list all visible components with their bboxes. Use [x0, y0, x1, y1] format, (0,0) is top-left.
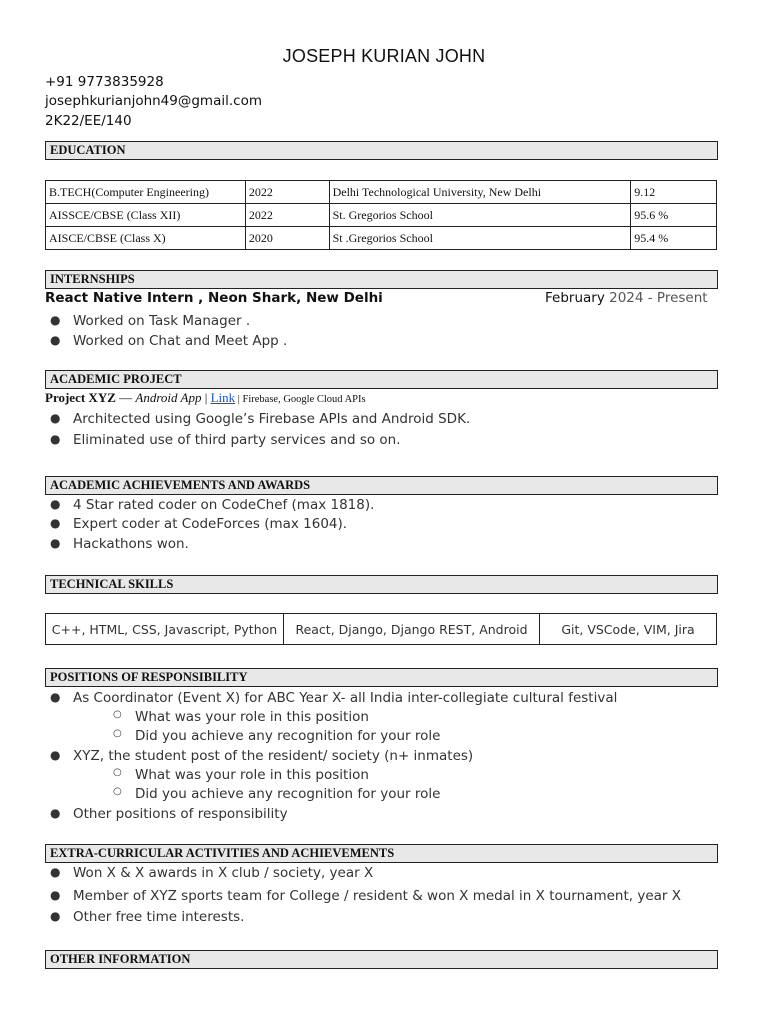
section-technical-skills: TECHNICAL SKILLS — [45, 575, 718, 594]
internship-period: 2024 - Present — [604, 290, 708, 306]
table-row — [46, 204, 717, 227]
sub-bullet-icon: ○ — [113, 767, 122, 778]
bullet-icon: ● — [50, 313, 61, 327]
phone-number: +91 9773835928 — [45, 74, 164, 90]
bullet-icon: ● — [50, 411, 61, 425]
sub-bullet-icon: ○ — [113, 709, 122, 720]
year-cell: 2022 — [245, 204, 329, 227]
education-table — [45, 180, 717, 250]
bullet-icon: ● — [50, 909, 61, 923]
bullet-icon: ● — [50, 536, 61, 550]
section-internships: INTERNSHIPS — [45, 270, 718, 289]
section-extracurricular: EXTRA-CURRICULAR ACTIVITIES AND ACHIEVEMENTS — [45, 844, 718, 863]
bullet-icon: ● — [50, 806, 61, 820]
email-address: josephkurianjohn49@gmail.com — [45, 93, 262, 109]
bullet-icon: ● — [50, 497, 61, 511]
table-row — [46, 227, 717, 250]
year-cell: 2022 — [245, 181, 329, 204]
table-row — [46, 181, 717, 204]
score-cell: 9.12 — [631, 181, 717, 204]
score-cell: 95.4 % — [631, 227, 717, 250]
project-line: Project XYZ — Android App | Link | Firebase, Google Cloud APIs — [45, 390, 366, 405]
skills-table — [45, 613, 717, 645]
skills-tools: Git, VSCode, VIM, Jira — [561, 621, 695, 637]
skills-languages: C++, HTML, CSS, Javascript, Python — [46, 614, 284, 644]
bullet-icon: ● — [50, 432, 61, 446]
bullet-icon: ● — [50, 333, 61, 347]
skills-frameworks: React, Django, Django REST, Android — [284, 614, 540, 644]
section-academic-project: ACADEMIC PROJECT — [45, 370, 718, 389]
project-link[interactable]: Link — [210, 390, 236, 405]
section-education: EDUCATION — [45, 141, 718, 160]
internship-month: February — [545, 290, 605, 306]
section-positions: POSITIONS OF RESPONSIBILITY — [45, 668, 718, 687]
internship-title: React Native Intern , Neon Shark, New Delhi — [45, 290, 383, 306]
degree-cell: AISCE/CBSE (Class X) — [46, 227, 246, 250]
resume-name: JOSEPH KURIAN JOHN — [282, 46, 486, 66]
degree-cell: B.TECH(Computer Engineering) — [46, 181, 246, 204]
degree-cell: AISSCE/CBSE (Class XII) — [46, 204, 246, 227]
bullet-icon: ● — [50, 516, 61, 530]
sub-bullet-icon: ○ — [113, 786, 122, 797]
sub-bullet-icon: ○ — [113, 728, 122, 739]
bullet-icon: ● — [50, 748, 61, 762]
score-cell: 95.6 % — [631, 204, 717, 227]
institute-cell: St .Gregorios School — [329, 227, 631, 250]
project-kind: Android App — [135, 390, 202, 405]
bullet-icon: ● — [50, 690, 61, 704]
year-cell: 2020 — [245, 227, 329, 250]
roll-number: 2K22/EE/140 — [45, 113, 132, 129]
institute-cell: St. Gregorios School — [329, 204, 631, 227]
project-tech: Firebase, Google Cloud APIs — [242, 394, 366, 405]
section-achievements: ACADEMIC ACHIEVEMENTS AND AWARDS — [45, 476, 718, 495]
internship-dates — [545, 290, 708, 306]
bullet-icon: ● — [50, 888, 61, 902]
bullet-icon: ● — [50, 865, 61, 879]
institute-cell: Delhi Technological University, New Delhi — [329, 181, 631, 204]
project-name: Project XYZ — [45, 390, 116, 405]
section-other-information: OTHER INFORMATION — [45, 950, 718, 969]
